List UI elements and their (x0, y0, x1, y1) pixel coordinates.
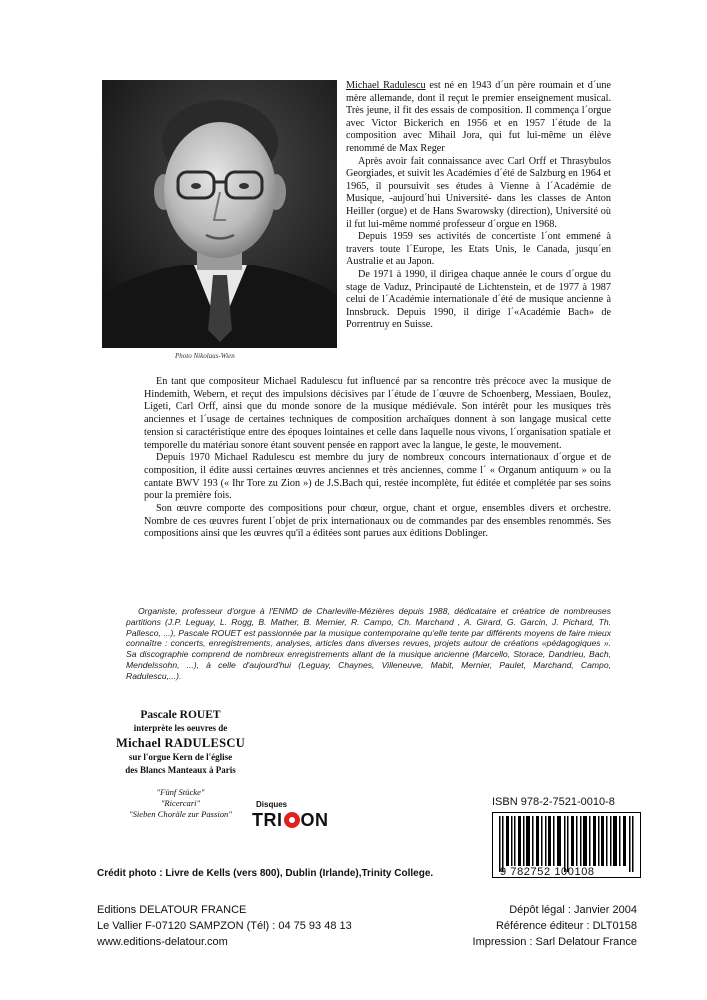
photo-caption: Photo Nikolaus-Wien (175, 352, 235, 360)
biography-main (144, 376, 611, 541)
bio-text: est né en 1943 d´un père roumain et d´une mère allemande, dont il reçut le premier enseignement musical. Très jeune, il fit des essais de composition. Il commença l´orgue avec Victor Bickerich en 1956 et en 1957 l´étude de la composition avec Mihail Jora, qui fut lui-même un élève renommé de Max Reger (346, 80, 611, 154)
work-title: "Fünf Stücke" (156, 787, 205, 797)
legal-deposit: Dépôt légal : Janvier 2004 (509, 904, 637, 916)
biography-intro (346, 80, 611, 332)
bio-paragraph: Depuis 1970 Michael Radulescu est membre du jury de nombreux concours internationaux d´orgue et de composition, il édite aussi certaines œuvres anciennes et très anciennes, comme l´ « Organum antiquum » ou la cantate BWV 193 (« Ihr Tore zu Zion ») de J.S.Bach qui, restée incomplète, fut éditée et complétée par ses soins pour la première fois. (144, 452, 611, 502)
work-title: "Sieben Choräle zur Passion" (129, 809, 232, 819)
label-wordmark-part: ON (300, 810, 329, 830)
cd-line: interprète les oeuvres de (133, 723, 228, 733)
publisher-info (97, 902, 352, 950)
cd-line: des Blancs Manteaux à Paris (125, 765, 236, 775)
photo-credit: Crédit photo : Livre de Kells (vers 800), Dublin (Irlande),Trinity College. (97, 868, 434, 879)
publisher-reference: Référence éditeur : DLT0158 (495, 920, 637, 932)
legal-info (473, 902, 637, 950)
label-wordmark-part: TRI (252, 810, 283, 830)
composer-name: Michael Radulescu (346, 80, 426, 91)
printer: Impression : Sarl Delatour France (472, 936, 637, 948)
publisher-website: www.editions-delatour.com (97, 936, 228, 948)
portrait-photo (102, 80, 337, 348)
label-wordmark (252, 809, 342, 831)
bio-paragraph: En tant que compositeur Michael Radulescu fut influencé par sa rencontre très précoce avec la musique de Hindemith, Webern, et reçut des impulsions décisives par l´étude de l´œuvre de Schoenberg, Messiaen, Boulez, Ligeti, Carl Orff, ainsi que du monde sonore de la musique médiévale. Son intérêt pour les musiques très anciennes et l´usage de certaines techniques de composition archaïques donnent à son langage musical cette tension si caractéristique entre des époques lointaines et celle dans laquelle nous vivons, l´organisation spatiale et temporelle du matériau sonore étant souvent pensée en rapport avec la langue, le geste, le mouvement. (144, 376, 611, 451)
isbn: ISBN 978-2-7521-0010-8 (492, 796, 615, 808)
bio-paragraph: Après avoir fait connaissance avec Carl Orff et Thrasybulos Georgiades, et suivit les Académies d´été de Salzburg en 1964 et 1965, il poursuivit ses études à Vienne à l´Académie de Musique, -aujourd´hui Université- dans les classes de Anton Heiller (orgue) et de Hans Swarowsky (direction), Université où il fut lui-même nommé professeur d´orgue en 1968. (346, 155, 611, 230)
bio-paragraph: Depuis 1959 ses activités de concertiste l´ont emmené à travers toute l´Europe, les Etats Unis, le Canada, jusqu´en Australie et au Japon. (346, 231, 611, 268)
work-title: "Ricercari" (160, 798, 201, 808)
work-titles (103, 787, 258, 820)
bio-paragraph: Son œuvre comporte des compositions pour chœur, orgue, chant et orgue, ensembles divers et orchestre. Nombre de ces œuvres furent l´objet de prix internationaux ou de commandes par des ensembles renommés. Ses compositions ainsi que les œuvres qu'il a éditées sont parues aux éditions Doblinger. (144, 503, 611, 540)
publisher-name: Editions DELATOUR FRANCE (97, 904, 247, 916)
triton-logo (252, 800, 342, 850)
bio-paragraph: Organiste, professeur d'orgue à l'ENMD de Charleville-Mézières depuis 1988, dédicataire et créatrice de nombreuses partitions (J.P. Leguay, L. Rogg, B. Mather, B. Mernier, R. Campo, Ch. Marchand , A. Girard, G. Garcin, J. Pichard, Th. Pallesco, ...), Pascale ROUET est passionnée par la musique contemporaine qu'elle tente par différents moyens de faire mieux connaître : concerts, enregistrements, analyses, articles dans diverses revues, projets autour de créations «pédagogiques ». Sa discographie comprend de nombreux enregistrements allant de la musique ancienne (Marcello, Storace, Dandrieu, Bach, Mendelssohn, ...), à celle d'aujourd'hui (Leguay, Chaynes, Villeneuve, Mabit, Mernier, Paulet, Marchand, Campo, Radulescu,...). (126, 606, 611, 681)
performer-biography (126, 606, 611, 682)
barcode-number: 9 782752 100108 (500, 866, 595, 878)
label-caption: Disques (256, 800, 288, 809)
performer-name: Pascale ROUET (140, 709, 221, 721)
bio-paragraph: De 1971 à 1990, il dirigea chaque année le cours d´orgue du stage de Vaduz, Principauté de Lichtenstein, et de 1977 à 1987 celui de l´Académie internationale d´été de musique ancienne à Innsbruck. Depuis 1990, il dirige l´«Académie Bach» de Porrentruy en Suisse. (346, 268, 611, 331)
bio-paragraph (346, 80, 611, 156)
composer-name: Michael RADULESCU (115, 736, 246, 750)
cd-credits (103, 708, 258, 820)
publisher-address: Le Vallier F-07120 SAMPZON (Tél) : 04 75 93 48 13 (97, 920, 352, 932)
disc-icon (284, 812, 300, 828)
cd-line: sur l'orgue Kern de l'église (128, 752, 233, 762)
